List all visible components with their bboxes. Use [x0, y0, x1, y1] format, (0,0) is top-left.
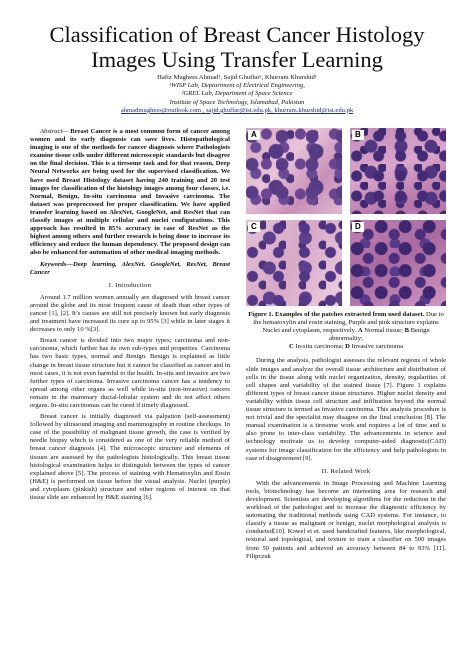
caption-d-label: D	[345, 343, 350, 351]
histology-image-b	[350, 128, 446, 214]
section-heading-related-work: II. Related Work	[321, 467, 371, 475]
related-work-paragraph: With the advancements in Image Processing and Machine Learning tools, biotechnology has become an interesting area for research and development. Scientists are developing algorithms for the reduction in the workload of the pathologist and to increase the diagnostic efficiency by automating the traditional methods using CAD systems. For instance, to classify a tissue as malignant or benign, nuclei morphological analysis is conducted[10]. Kowel et et. used handcrafted features, like morphological, textural and topological, and texture to train a classifier on 500 images from 50 patients and achieved an accuracy between 84 to 93% [11]. Filipczuk	[246, 479, 446, 560]
caption-a-label: A	[357, 327, 363, 335]
author-names: Hafiz Mughees Ahmad¹, Sajid Ghuffar², Khurram Khurshid¹	[157, 74, 317, 81]
histology-image-c	[246, 220, 342, 306]
keywords-label: Keywords—	[40, 260, 73, 268]
panel-label-c: C	[248, 222, 260, 232]
section-heading-introduction: I. Introduction	[108, 281, 152, 289]
affiliation-1: ¹WISP Lab, Deptartment of Electrical Engineering,	[169, 82, 305, 90]
caption-c-label: C	[288, 343, 294, 351]
intro-paragraph-1: Around 1.7 million women annually are diagnosed with breast cancer around the globe and its most frequent cause of death than other types of cancer [1], [2]. It’s causes are still not precisely known but early diagnosis and treatment have increased its cure up to 95% [3] while in later stages it decreases to only 10 %[3].	[30, 293, 230, 334]
caption-c-text: In-situ carcinoma;	[293, 343, 346, 351]
caption-a-text: Normal tissue;	[362, 327, 405, 335]
right-column	[246, 128, 446, 564]
caption-body: Due to the hematoxylin and eosin staining, Purple and pink structure explains Nuclei and cytoplasm, respectively.	[253, 311, 444, 335]
abstract-text: Breast Cancer is a most common form of cancer among women and its early diagnosis can save lives. Histopathological imaging is one of the methods for cancer diagnosis where Pathologists examine tissue cells under different microscopic standards but disagree on the final decision. This is a tiresome task and for that reason, Deep Neural Networks are being used for the supervised classification. We have used Breast Histology dataset having 240 training and 20 test images for classification of the histology images among four classes, i.e. Normal, Benign, In-situ carcinoma and Invasive carcinoma. The dataset was preprocessed for proper classification. We have applied transfer learning based on AlexNet, GoogleNet, and ResNet that can classify images at multiple cellular and nuclei configurations. This approach has resulted in 85% accuracy in case of ResNet as the highest among others and further research is being done to increase its efficiency and reduce the human dependency. The proposed design can also be enhanced for automation of other medical imaging methods.	[30, 128, 230, 257]
histology-image-a	[246, 128, 342, 214]
histology-image-d	[350, 220, 446, 306]
left-column	[30, 128, 230, 505]
author-emails[interactable]: ahmadmughees@outlook.com , sajid.ghuffar@ist.edu.pk, khurram.khurshid@ist.edu.pk	[120, 106, 354, 114]
author-block	[20, 74, 454, 115]
panel-label-a: A	[248, 130, 260, 140]
affiliation-3: Institute of Space Technology, Islamabad, Pakistan	[169, 98, 305, 106]
caption-b-text: Benign abnormality;	[329, 327, 430, 343]
keywords	[30, 261, 230, 277]
caption-d-text: Invasive carcinoma	[349, 343, 404, 351]
figure-1-panels	[246, 128, 446, 306]
panel-label-b: B	[352, 130, 364, 140]
intro-paragraph-2: Breast cancer is divided into two major types; carcinoma and non-carcinoma, which further has its own sub-types and properties. Carcinoma has two basic types, normal and Benign. Benign is explained as little change in breast tissue structure but it cannot be classified as cancer and in most cases, it is not even harmful to the health. In-situ and invasive are two further types of carcinoma. Invasive carcinoma cancer has a tendency to spread among other organs as well while in-situ (non-invasive) cancers remain in the mammary ductal-lobular system and do not affect others organs. In-situ carcinomas can be cured if timely diagnosed.	[30, 337, 230, 409]
caption-b-label: B	[404, 327, 409, 335]
abstract	[30, 128, 230, 258]
panel-label-d: D	[352, 222, 364, 232]
paper-title: Classification of Breast Cancer Histology Images Using Transfer Learning	[49, 22, 425, 72]
figure-1-caption	[246, 311, 446, 351]
caption-title: Figure 1. Examples of the patches extracted from used dataset.	[248, 311, 425, 318]
intro-paragraph-3: Breast cancer is initially diagnosed via palpation (self-assessment) followed by ultrasound imaging and mammography in routine checkups. In case of the possibility of malignant tissue growth, the case is verified by needle biopsy which is considered as one of the very reliable method of breast cancer diagnosis [4]. The microscopic structure and elements of tissues are assessed by the pathologists histologically. This breast tissue histological examination helps to distinguish between the types of cancer explained above [5]. The process of staining with Hematoxylin and Eosin (H&E) is performed on tissue before the visual analysis. Nuclei (purple) and cytoplasm (pinkish) structure and other regions of interest on that tissue slide are enhanced by H&E staining [6].	[30, 413, 230, 502]
keywords-text: Deep learning, AlexNet, GoogleNet, ResNet, Breast Cancer	[30, 260, 230, 276]
analysis-paragraph: During the analysis, pathologist assesses the relevant regions of whole slide images and analyze the overall tissue architecture and distribution of cells in the tissue along with nuclei organization, density, regularities of cell shapes and variability of the stained tissue [7]. Figure 1 explains different types of breast cancer tissue structures. Higher nuclei density and variability within tissue cell structure and infiltration beyond the normal tissue structure is termed as invasive carcinoma. This analysis procedure is not trivial and the specialist may disagree on the final conclusion [8]. The manual examination is a tiresome work and requires a lot of time and is also prone to inter-class variability. The advancements in science and technology motivate us to develop computer-aided diagnostic(CAD) systems for image classification for the efficiency and help pathologists in case of disagreement [9].	[246, 357, 446, 462]
affiliation-2: ²GREL Lab, Department of Space Science	[181, 90, 293, 98]
abstract-label: Abstract—	[40, 128, 69, 135]
